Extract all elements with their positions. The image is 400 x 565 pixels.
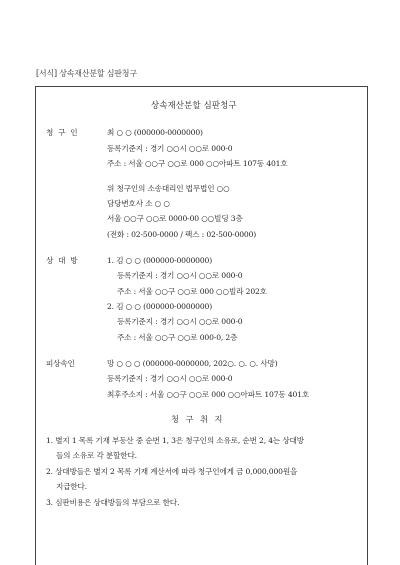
decedent-name: 망 ○ ○ ○ (000000-0000000, 202○. ○. ○. 사망): [107, 359, 278, 368]
purpose-heading: 청 구 취 지: [171, 414, 225, 424]
respondent-2-address: 주소 : 서울 ○○구 ○○로 000-0, 2층: [117, 333, 238, 342]
agent-intro: 위 청구인의 소송대리인 법무법인 ○○: [107, 184, 230, 193]
decedent-last-address: 최후주소지 : 서울 ○○구 ○○로 000 ○○아파트 107동 401호: [107, 390, 310, 399]
respondent-2-domicile: 등록기준지 : 경기 ○○시 ○○로 000-0: [117, 317, 243, 326]
decedent-label: 피상속인: [46, 359, 75, 368]
claimant-domicile: 등록기준지 : 경기 ○○시 ○○로 000-0: [107, 144, 233, 153]
respondent-2-name: 2. 김 ○ ○ (000000-0000000): [107, 302, 213, 311]
claimant-name: 최 ○ ○ (000000-0000000): [107, 128, 203, 137]
purpose-item-2-line-2: 지급한다.: [56, 482, 88, 491]
claimant-address: 주소 : 서울 ○○구 ○○로 000 ○○아파트 107동 401호: [107, 159, 288, 168]
purpose-item-1-line-2: 들의 소유로 각 분할한다.: [56, 451, 137, 460]
decedent-domicile: 등록기준지 : 경기 ○○시 ○○로 000-0: [107, 374, 233, 383]
form-caption: [서식] 상속재산분할 심판청구: [36, 69, 137, 78]
purpose-item-1-line-1: 1. 별지 1 목록 기재 부동산 중 순번 1, 3은 청구인의 소유로, 순번 2, 4는 상대방: [46, 436, 304, 445]
purpose-item-2-line-1: 2. 상대방들은 별지 2 목록 기재 계산서에 따라 청구인에게 금 0,000,000원을: [46, 467, 298, 476]
document-title: 상속재산분할 심판청구: [151, 100, 237, 110]
agent-contact: (전화 : 02-500-0000 / 팩스 : 02-500-0000): [107, 230, 257, 239]
respondent-1-name: 1. 김 ○ ○ (000000-0000000): [107, 256, 213, 265]
respondent-1-domicile: 등록기준지 : 경기 ○○시 ○○로 000-0: [117, 271, 243, 280]
respondent-1-address: 주소 : 서울 ○○구 ○○로 000 ○○빌라 202호: [117, 287, 267, 296]
agent-address: 서울 ○○구 ○○로 0000-00 ○○빌딩 3층: [107, 214, 243, 223]
agent-lawyer: 담당변호사 소 ○ ○: [107, 199, 170, 208]
respondent-label: 상 대 방: [46, 256, 79, 265]
claimant-label: 청 구 인: [46, 128, 79, 137]
purpose-item-3: 3. 심판비용은 상대방들의 부담으로 한다.: [46, 498, 180, 507]
